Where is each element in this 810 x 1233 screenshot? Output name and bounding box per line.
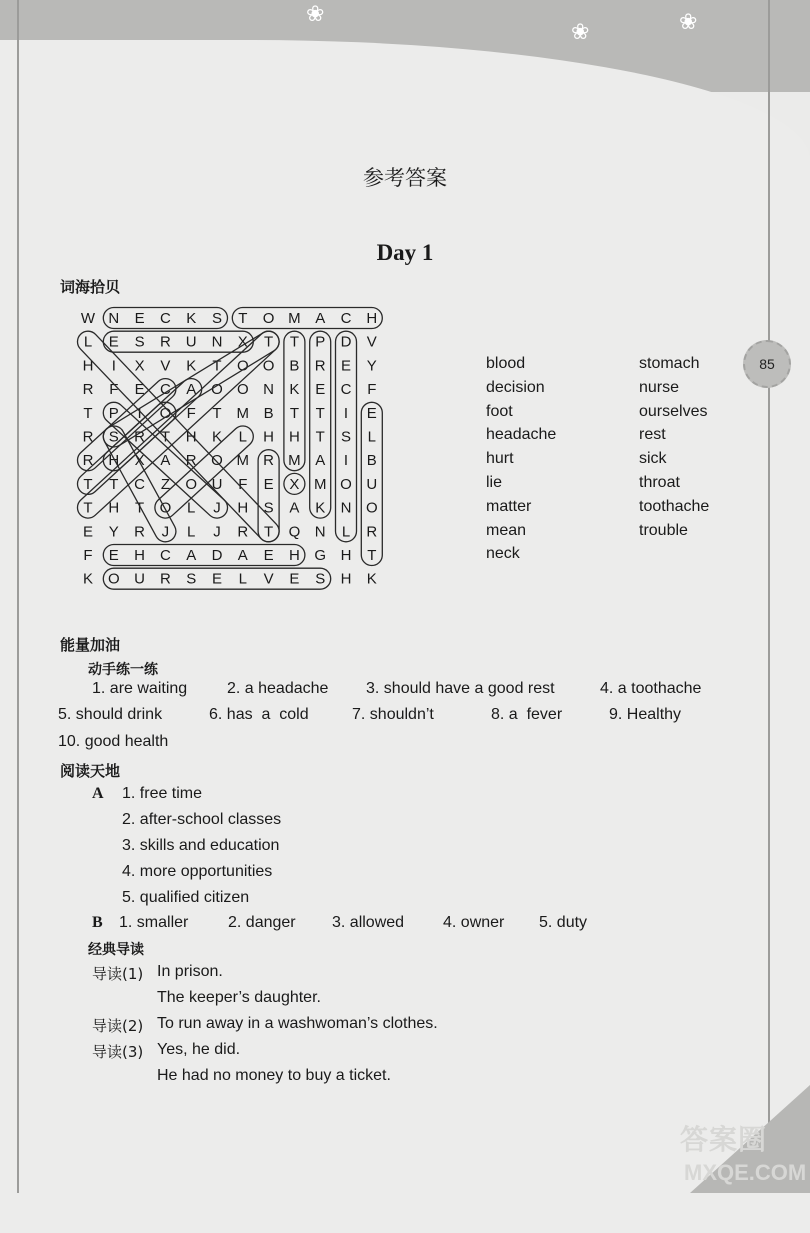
part-a-item: 4. more opportunities [122,863,273,880]
part-b-item: 1. smaller [119,914,189,931]
guide-label: 导读(2) [92,1017,144,1035]
word-list-column-2 [639,355,709,545]
grid-letter: L [83,333,93,351]
grid-letter: K [211,428,223,446]
grid-letter: O [159,499,172,517]
grid-letter: Z [160,475,170,493]
grid-letter: O [107,570,120,588]
grid-letter: H [263,428,275,446]
grid-letter: K [366,570,377,588]
word-list-item: nurse [639,378,680,396]
grid-letter: K [82,570,94,588]
grid-letter: F [109,381,119,399]
word-list-item: blood [486,355,526,372]
grid-letter: F [367,381,377,399]
grid-letter: T [83,404,93,422]
grid-letter: R [263,452,275,470]
part-b-item: 5. duty [539,914,588,931]
grid-letter: Y [366,357,377,375]
guide-answer: To run away in a washwoman’s clothes. [157,1015,438,1032]
grid-letter: K [315,499,326,517]
word-list-item: toothache [639,497,710,515]
word-list-column-1 [486,355,556,569]
grid-letter: U [211,475,223,493]
grid-letter: N [211,333,223,351]
grid-letter: G [314,547,327,564]
grid-letter: L [341,523,351,541]
flower-icon: ❀ [306,2,325,27]
grid-letter: S [315,570,326,588]
grid-letter: N [108,310,120,327]
grid-letter: Y [108,523,119,541]
grid-letter: T [83,475,93,493]
grid-letter: R [314,357,326,375]
subheading-exercise: 动手练一练 [88,662,158,678]
page-number-badge: 85 [743,340,791,388]
word-list-item: throat [639,473,680,491]
grid-letter: J [213,523,221,541]
grid-letter: R [82,428,94,446]
grid-letter: C [159,547,171,564]
grid-letter: H [237,499,249,517]
grid-letter: R [237,523,249,541]
grid-letter: X [237,333,248,351]
grid-letter: T [264,523,274,541]
subheading-classic-reading: 经典导读 [88,942,144,958]
grid-letter: W [80,310,96,327]
word-list-item: trouble [639,521,688,539]
grid-letter: S [340,428,352,446]
grid-letter: B [366,452,377,470]
grid-letter: X [134,452,145,470]
word-list-item: headache [486,426,557,444]
grid-letter: E [108,333,119,351]
grid-letter: H [108,452,120,470]
grid-letter: I [111,357,116,375]
grid-letter: M [313,475,327,493]
grid-letter: K [186,310,197,327]
grid-letter: U [134,570,146,588]
grid-letter: O [159,404,172,422]
found-word-circle [73,327,283,523]
page-title: 参考答案 [363,166,447,190]
grid-letter: C [159,381,171,399]
answer-item: 9. Healthy [609,706,682,723]
grid-letter: L [367,428,376,446]
grid-letter: C [340,310,352,327]
grid-letter: A [186,381,197,399]
grid-letter: P [315,333,326,351]
day-heading: Day 1 [376,240,434,265]
found-word-circle [103,331,253,352]
part-a-item: 3. skills and education [122,837,280,854]
guide-answer: He had no money to buy a ticket. [157,1067,391,1084]
grid-letter: E [289,570,300,588]
grid-letter: C [134,475,146,493]
grid-letter: I [343,452,349,470]
grid-letter: M [236,404,250,422]
guide-label: 导读(1) [92,965,144,983]
grid-letter: E [263,547,274,564]
grid-letter: E [263,475,274,493]
grid-letter: V [160,357,171,375]
grid-letter: O [236,357,249,375]
answer-item: 6. has a cold [209,706,309,723]
grid-letter: E [211,570,223,588]
grid-letter: H [288,428,300,446]
watermark-logo: 答案圈 [680,1124,768,1155]
part-a-item: 2. after-school classes [122,811,282,828]
guide-answer: In prison. [157,963,223,980]
grid-letter: T [135,499,145,517]
grid-letter: H [366,310,378,327]
grid-letter: F [83,547,93,564]
word-list-item: decision [486,378,545,396]
part-a-label: A [92,785,104,802]
grid-letter: R [159,333,171,351]
grid-letter: X [289,475,300,493]
word-list-item: neck [486,545,520,563]
grid-letter: P [108,404,119,422]
grid-letter: L [238,428,247,446]
grid-letter: H [340,547,352,564]
grid-letter: T [315,428,325,446]
answer-item: 2. a headache [227,680,329,697]
grid-letter: T [289,404,299,422]
grid-letter: F [238,475,248,493]
grid-letter: M [236,452,250,470]
grid-letter: L [187,499,196,517]
answer-item: 8. a fever [491,706,563,723]
grid-letter: E [315,381,326,399]
grid-letter: H [340,570,352,588]
part-a-item: 1. free time [122,785,203,802]
grid-letter: B [263,404,274,422]
grid-letter: J [213,499,221,517]
grid-letter: O [262,310,275,327]
grid-letter: T [315,404,325,422]
grid-letter: K [186,357,197,375]
grid-letter: E [82,523,94,541]
found-word-circle [73,327,283,546]
grid-letter: A [186,547,197,564]
grid-letter: V [366,333,377,351]
word-list-item: hurt [486,450,514,468]
part-a-item: 5. qualified citizen [122,889,250,906]
grid-letter: Q [288,523,301,541]
word-list-item: lie [486,473,503,491]
grid-letter: R [159,570,171,588]
grid-letter: H [108,499,120,517]
guide-label: 导读(3) [92,1043,144,1061]
grid-letter: T [238,310,248,327]
grid-letter: S [211,310,223,327]
grid-letter: M [288,452,301,470]
word-list-item: rest [639,426,666,444]
grid-letter: O [211,381,223,399]
part-b-item: 2. danger [228,914,296,931]
word-list-item: foot [486,402,513,420]
grid-letter: F [186,404,196,422]
grid-letter: V [263,570,274,588]
grid-letter: T [109,475,119,493]
grid-letter: J [161,523,170,541]
grid-letter: O [211,452,223,470]
grid-letter: A [289,499,300,517]
grid-letter: I [343,404,349,422]
grid-letter: H [185,428,197,446]
grid-letter: H [134,547,146,564]
grid-letter: A [315,452,326,470]
answer-item: 10. good health [58,733,169,750]
grid-letter: X [134,357,145,375]
grid-letter: H [288,547,300,564]
section-heading-vocab: 词海拾贝 [60,278,121,296]
grid-letter: L [187,523,196,541]
grid-letter: D [211,547,223,564]
found-word-circle [232,308,382,329]
grid-letter: E [134,381,145,399]
word-list-item: ourselves [639,402,708,420]
grid-letter: T [212,404,222,422]
grid-letter: A [160,452,171,470]
grid-letter: E [366,404,377,422]
grid-letter: T [264,333,274,351]
word-list-item: sick [639,450,667,468]
guide-answer: Yes, he did. [157,1041,241,1058]
watermark-url: MXQE.COM [684,1160,807,1185]
grid-letter: R [82,452,94,470]
grid-letter: B [289,357,300,375]
section-heading-reading: 阅读天地 [60,762,121,780]
grid-letter: R [134,428,146,446]
grid-letter: D [340,333,352,351]
grid-letter: O [365,499,378,517]
grid-letter: N [340,499,352,517]
grid-letter: I [137,404,142,422]
answer-item: 7. shouldn’t [352,706,434,723]
grid-letter: O [262,357,275,375]
word-list-item: mean [486,521,527,539]
grid-letter: N [263,381,275,399]
grid-letter: N [314,523,326,541]
part-b-item: 4. owner [443,914,505,931]
grid-letter: T [160,428,170,446]
found-word-circle [284,331,305,471]
grid-letter: U [185,333,197,351]
grid-letter: S [186,570,197,588]
word-list-item: stomach [639,355,700,372]
grid-letter: T [367,547,377,564]
flower-icon: ❀ [679,10,698,35]
part-b-label: B [92,914,103,931]
grid-letter: L [238,570,247,588]
grid-letter: E [340,357,352,375]
part-b-item: 3. allowed [332,914,405,931]
guide-answer: The keeper’s daughter. [157,989,321,1006]
grid-letter: A [237,547,248,564]
grid-letter: T [212,357,222,375]
grid-letter: M [288,310,301,327]
grid-letter: E [134,310,145,327]
section-heading-practice: 能量加油 [60,636,121,654]
grid-letter: R [185,452,197,470]
answer-item: 1. are waiting [92,680,188,697]
answer-item: 4. a toothache [600,680,702,697]
grid-letter: E [108,547,119,564]
grid-letter: K [289,381,300,399]
grid-letter: R [134,523,146,541]
word-search-puzzle [70,300,390,610]
grid-letter: S [263,499,274,517]
grid-letter: O [185,475,198,493]
grid-letter: T [289,333,299,351]
grid-letter: C [159,310,171,327]
grid-letter: C [340,381,352,399]
flower-icon: ❀ [571,20,590,45]
grid-letter: S [134,333,145,351]
grid-letter: H [82,357,94,375]
grid-letter: U [366,475,378,493]
word-list-item: matter [486,497,532,515]
grid-letter: T [83,499,93,517]
answer-item: 5. should drink [58,706,163,723]
answer-item: 3. should have a good rest [366,680,555,697]
grid-letter: O [236,381,249,399]
grid-letter: S [108,428,119,446]
grid-letter: A [315,310,326,327]
grid-letter: O [340,475,352,493]
grid-letter: R [366,523,378,541]
grid-letter: R [82,381,94,399]
